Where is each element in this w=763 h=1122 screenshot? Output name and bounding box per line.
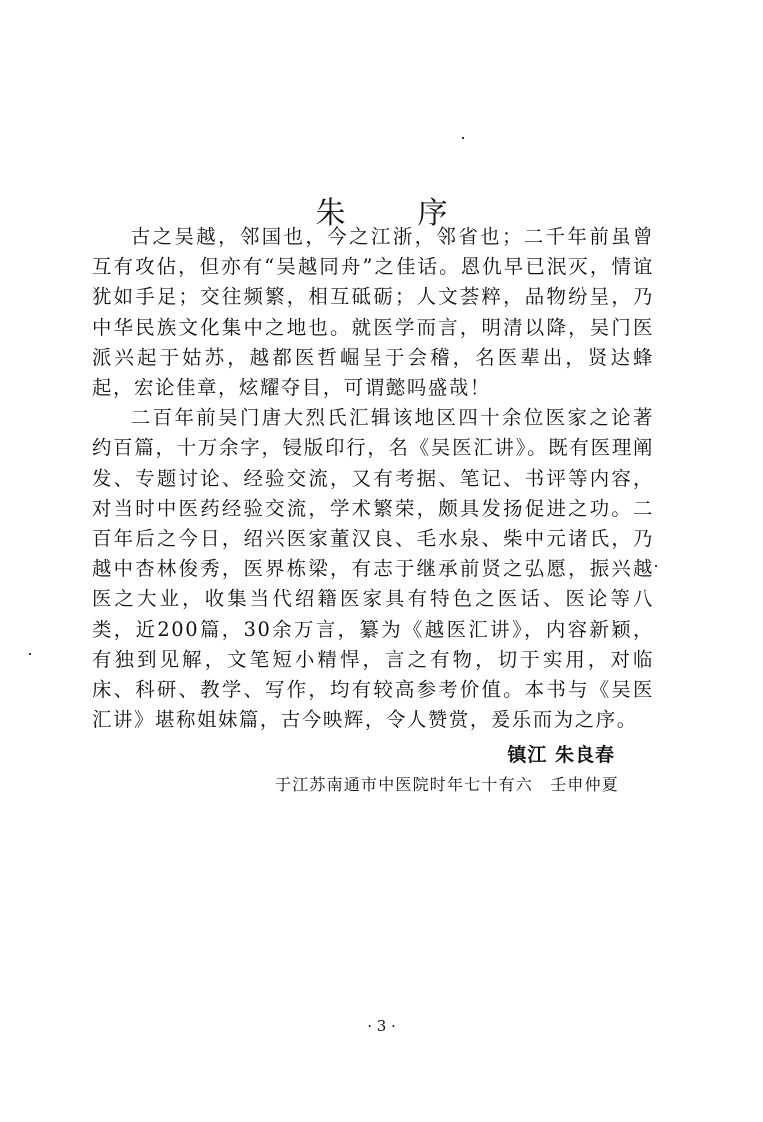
title-char-1: 朱 bbox=[315, 196, 346, 232]
scan-speck bbox=[462, 137, 464, 139]
scan-speck bbox=[655, 565, 657, 567]
scan-speck bbox=[29, 653, 31, 655]
author-signature: 镇江 朱良春 bbox=[507, 744, 615, 766]
page-number: · 3 · bbox=[367, 1017, 396, 1035]
paragraph-1: 古之吴越，邻国也，今之江浙，邻省也；二千年前虽曾互有攻佔，但亦有“吴越同舟”之佳话。恩仇早已泯灭，情谊犹如手足；交往频繁，相互砥砺；人文荟粹，品物纷呈，乃中华民族文化集中之地也。就医学而言，明清以降，吴门医派兴起于姑苏，越都医哲崛呈于会稽，名医辈出，贤达蜂起，宏论佳章，炫耀夺目，可谓懿吗盛哉！ bbox=[92, 225, 654, 400]
title-char-2: 序 bbox=[417, 196, 448, 232]
place-and-date: 于江苏南通市中医院时年七十有六 壬申仲夏 bbox=[275, 775, 620, 794]
preface-body bbox=[92, 222, 654, 735]
paragraph-2: 二百年前吴门唐大烈氏汇辑该地区四十余位医家之论著约百篇，十万余字，锓版印行，名《吴医汇讲》。既有医理阐发、专题讨论、经验交流，又有考据、笔记、书评等内容，对当时中医药经验交流，学术繁荣，颇具发扬促进之功。二百年后之今日，绍兴医家董汉良、毛水泉、柴中元诸氏，乃越中杏林俊秀，医界栋梁，有志于继承前贤之弘愿，振兴越医之大业，收集当代绍籍医家具有特色之医话、医论等八类，近200篇，30余万言，纂为《越医汇讲》，内容新颖，有独到见解，文笔短小精悍，言之有物，切于实用，对临床、科研、教学、写作，均有较高参考价值。本书与《吴医汇讲》堪称姐妹篇，古今映辉，令人赞赏，爰乐而为之序。 bbox=[92, 406, 654, 732]
